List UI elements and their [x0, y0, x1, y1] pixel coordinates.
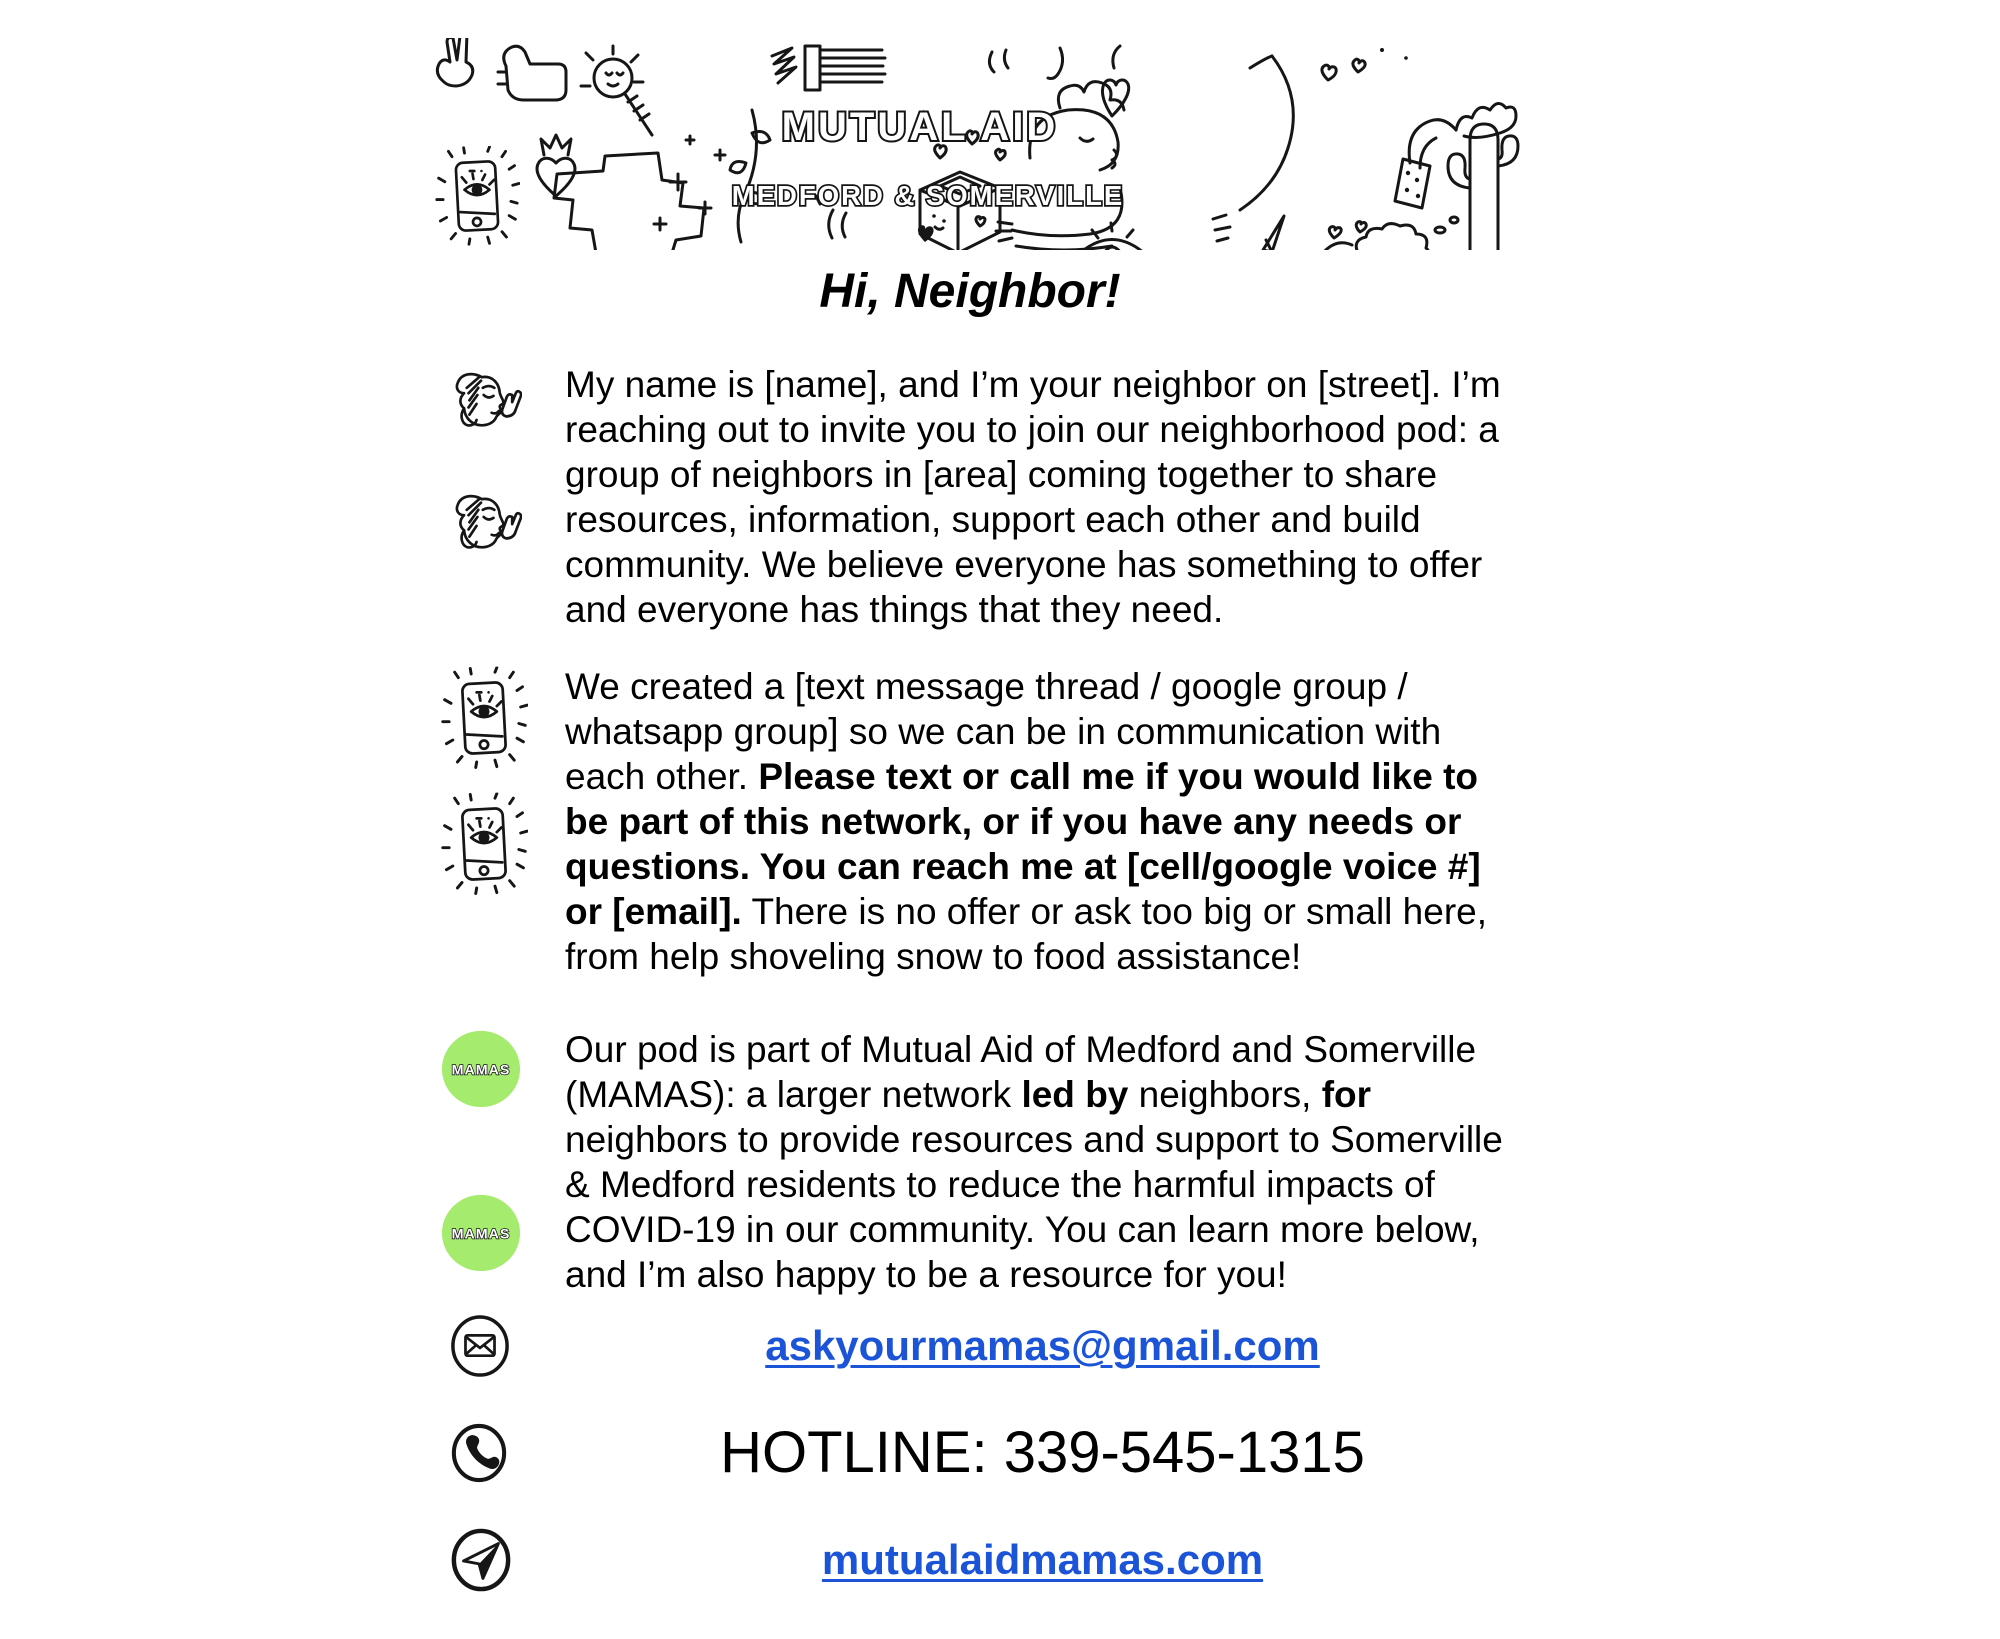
phone-with-eye-icon: [440, 792, 528, 896]
phone-with-eye-icon: [440, 666, 528, 770]
network-paragraph-row: [420, 664, 1520, 979]
mamas-logo-icon: [440, 1029, 522, 1109]
banner-title: MUTUAL AID: [781, 105, 1059, 149]
intro-paragraph-row: [420, 362, 1520, 632]
mamas-paragraph: Our pod is part of Mutual Aid of Medford and Somerville (MAMAS): a larger network led by neighbors, for neighbors to provide resources and support to Somerville & Medford residents to reduce the harmful impacts of COVID-19 in our community. You can learn more below, and I’m also happy to be a resource for you!: [565, 1029, 1503, 1295]
flyer-page: [420, 0, 1520, 1592]
hotline-text: HOTLINE: 339-545-1315: [720, 1420, 1365, 1485]
hearts-doodle: [1322, 48, 1408, 80]
curve-doodle: [1240, 56, 1293, 210]
phone-handset-icon: [450, 1423, 508, 1483]
mamas-icons: [420, 1027, 565, 1297]
intro-icons: [420, 362, 565, 632]
comb-doodle: [772, 46, 885, 90]
email-icon: [450, 1315, 510, 1377]
waving-person-icon: [440, 368, 522, 438]
mamas-logo-icon: [440, 1193, 522, 1273]
cactus-doodle: [1448, 124, 1518, 250]
email-row: [420, 1315, 1520, 1377]
website-row: [420, 1528, 1520, 1592]
network-paragraph: We created a [text message thread / google group / whatsapp group] so we can be in communication with each other. Please text or call me if you would like to be part of this network, or if you have any needs or questions. You can reach me at [cell/google voice #] or [email]. There is no offer or ask too big or small here, from help shoveling snow to food assistance!: [565, 666, 1487, 977]
sun-doodle: [581, 46, 652, 135]
sparkles-doodle: [654, 136, 725, 230]
intro-paragraph: My name is [name], and I’m your neighbor on [street]. I’m reaching out to invite you to join our neighborhood pod: a group of neighbors in [area] coming together to share resources, information, support each other and build community. We believe everyone has something to offer and everyone has things that they need.: [565, 364, 1501, 630]
bush-doodle: [1356, 217, 1458, 250]
website-link[interactable]: mutualaidmamas.com: [821, 1536, 1264, 1583]
banner-illustration: [420, 38, 1520, 250]
email-link[interactable]: askyourmamas@gmail.com: [765, 1322, 1320, 1369]
map-doodle: [554, 153, 704, 250]
thumbs-up-doodle: [498, 46, 566, 100]
banner-doodles-svg: [420, 38, 1520, 250]
curl-doodles: [989, 48, 1062, 79]
phone-doodle: [437, 147, 519, 244]
vine-doodle: [730, 110, 770, 242]
network-icons: [420, 664, 565, 979]
hotline-row: [420, 1419, 1520, 1486]
heart-doodle: [1102, 46, 1128, 116]
waving-person-icon: [440, 490, 522, 560]
page-title: Hi, Neighbor!: [819, 265, 1121, 318]
banner-subtitle: MEDFORD & SOMERVILLE: [731, 180, 1125, 211]
hand-doodle: [437, 38, 472, 86]
send-icon: [450, 1528, 512, 1592]
mamas-paragraph-row: [420, 1027, 1520, 1297]
